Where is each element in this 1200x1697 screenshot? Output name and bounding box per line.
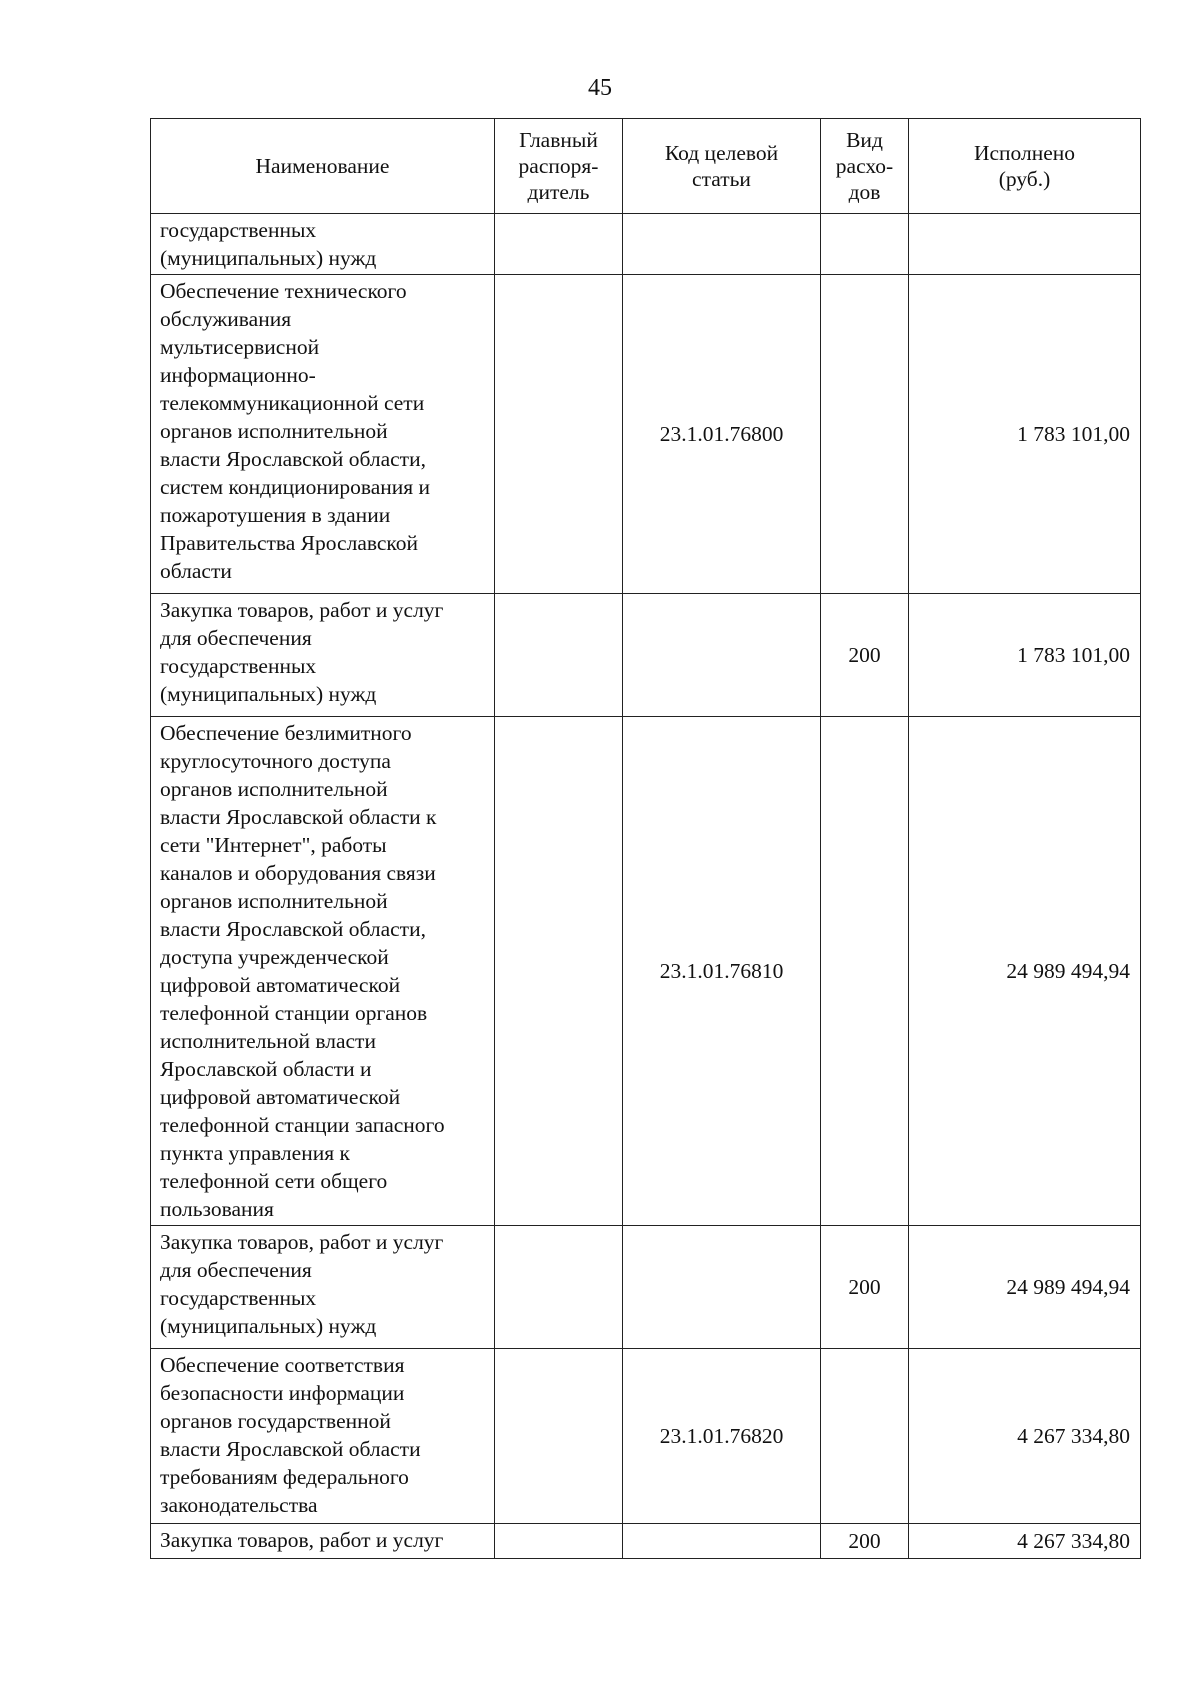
cell-expense-type: 200 xyxy=(821,594,909,717)
cell-expense-type: 200 xyxy=(821,1524,909,1559)
cell-name: государственных (муниципальных) нужд xyxy=(151,214,495,275)
header-name: Наименование xyxy=(151,119,495,214)
cell-executed-amount: 4 267 334,80 xyxy=(909,1524,1141,1559)
cell-target-code xyxy=(623,594,821,717)
cell-executed-amount: 1 783 101,00 xyxy=(909,275,1141,594)
header-target-code: Код целевой статьи xyxy=(623,119,821,214)
cell-chief-manager xyxy=(495,594,623,717)
cell-executed-amount: 24 989 494,94 xyxy=(909,717,1141,1226)
table-row xyxy=(151,214,1141,275)
table-row xyxy=(151,1524,1141,1559)
cell-chief-manager xyxy=(495,1226,623,1349)
cell-target-code: 23.1.01.76810 xyxy=(623,717,821,1226)
table-row xyxy=(151,594,1141,717)
cell-executed-amount: 1 783 101,00 xyxy=(909,594,1141,717)
cell-target-code xyxy=(623,1524,821,1559)
cell-name: Обеспечение безлимитного круглосуточного доступа органов исполнительной власти Ярославской области к сети "Интернет", работы каналов и оборудования связи органов исполнительной власти Ярославской области, доступа учрежденческой цифровой автоматической телефонной станции органов исполнительной власти Ярославской области и цифровой автоматической телефонной станции запасного пункта управления к телефонной сети общего пользования xyxy=(151,717,495,1226)
header-executed-amount: Исполнено (руб.) xyxy=(909,119,1141,214)
budget-table xyxy=(150,118,1141,1559)
cell-expense-type: 200 xyxy=(821,1226,909,1349)
table-row xyxy=(151,275,1141,594)
cell-chief-manager xyxy=(495,214,623,275)
page-number: 45 xyxy=(588,75,612,101)
cell-name: Обеспечение соответствия безопасности информации органов государственной власти Ярославской области требованиям федерального законодательства xyxy=(151,1349,495,1524)
cell-name: Закупка товаров, работ и услуг xyxy=(151,1524,495,1559)
cell-name: Закупка товаров, работ и услуг для обеспечения государственных (муниципальных) нужд xyxy=(151,1226,495,1349)
cell-expense-type xyxy=(821,717,909,1226)
cell-target-code xyxy=(623,1226,821,1349)
header-chief-manager: Главный распоря- дитель xyxy=(495,119,623,214)
cell-expense-type xyxy=(821,1349,909,1524)
cell-chief-manager xyxy=(495,1524,623,1559)
table-header-row xyxy=(151,119,1141,214)
cell-target-code: 23.1.01.76800 xyxy=(623,275,821,594)
cell-expense-type xyxy=(821,214,909,275)
cell-executed-amount xyxy=(909,214,1141,275)
cell-executed-amount: 24 989 494,94 xyxy=(909,1226,1141,1349)
table-row xyxy=(151,1226,1141,1349)
cell-target-code: 23.1.01.76820 xyxy=(623,1349,821,1524)
table-row xyxy=(151,1349,1141,1524)
cell-expense-type xyxy=(821,275,909,594)
cell-name: Обеспечение технического обслуживания мультисервисной информационно- телекоммуникационной сети органов исполнительной власти Ярославской области, систем кондиционирования и пожаротушения в здании Правительства Ярославской области xyxy=(151,275,495,594)
cell-target-code xyxy=(623,214,821,275)
cell-chief-manager xyxy=(495,275,623,594)
cell-executed-amount: 4 267 334,80 xyxy=(909,1349,1141,1524)
cell-name: Закупка товаров, работ и услуг для обеспечения государственных (муниципальных) нужд xyxy=(151,594,495,717)
cell-chief-manager xyxy=(495,1349,623,1524)
cell-chief-manager xyxy=(495,717,623,1226)
header-expense-type: Вид расхо- дов xyxy=(821,119,909,214)
table-row xyxy=(151,717,1141,1226)
